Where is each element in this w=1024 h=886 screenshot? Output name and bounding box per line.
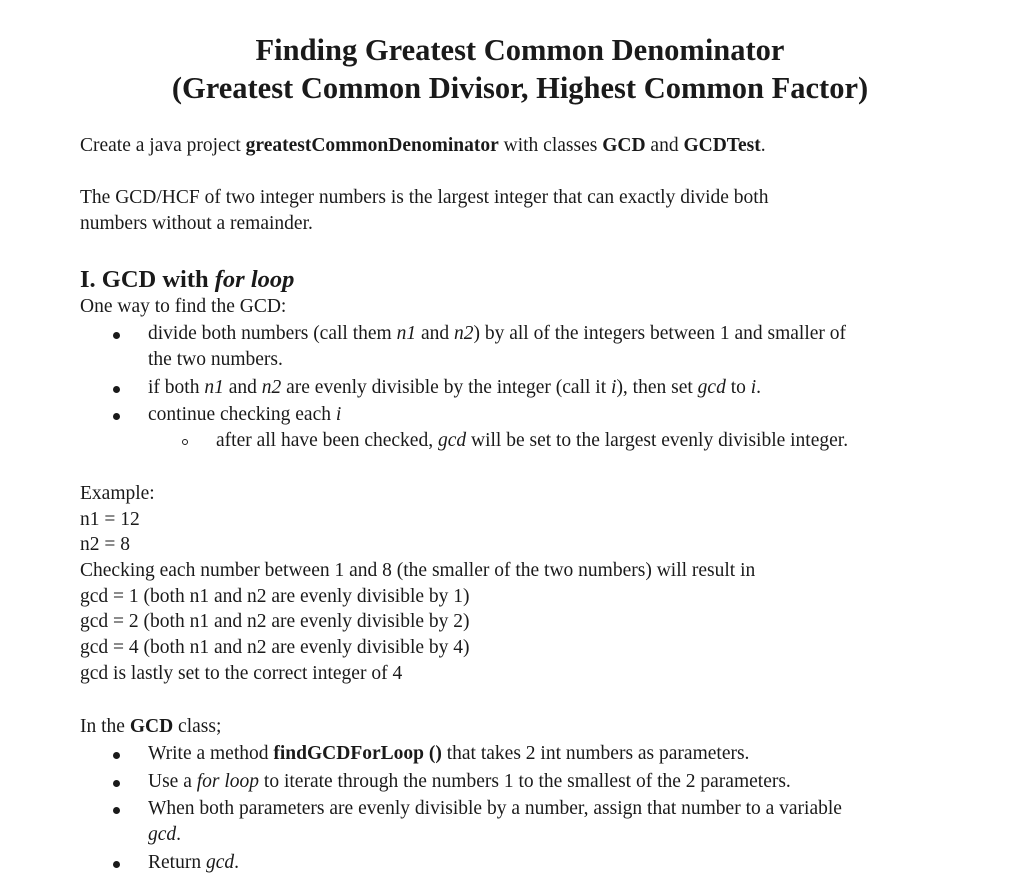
var-n2: n2 — [453, 323, 474, 344]
gcd-bullet-4 — [148, 850, 239, 876]
bullet-dot-icon — [113, 386, 120, 393]
sub-bullet-circle-icon — [182, 439, 188, 445]
var-i: i — [750, 377, 757, 398]
bullet-dot-icon — [113, 780, 120, 787]
intro-text: with classes — [498, 135, 603, 156]
bullet-dot-icon — [113, 413, 120, 420]
bullet-text: Return — [148, 852, 206, 873]
example-n1: n1 = 12 — [80, 509, 140, 530]
intro-text: . — [760, 135, 766, 156]
var-gcd: gcd — [437, 430, 467, 451]
section-heading — [80, 265, 294, 295]
example-result-1: gcd = 1 (both n1 and n2 are evenly divisible by 1) — [80, 586, 470, 607]
intro-text: and — [645, 135, 684, 156]
project-name: greatestCommonDenominator — [245, 135, 499, 156]
var-gcd: gcd — [697, 377, 726, 398]
bullet-text: are evenly divisible by the integer (call it — [281, 377, 612, 398]
class-name-gcd: GCD — [602, 135, 646, 156]
bullet-text: . — [756, 377, 762, 398]
for-loop-term: for loop — [196, 771, 260, 792]
bullet-dot-icon — [113, 752, 120, 759]
var-i: i — [611, 377, 617, 398]
intro-text: Create a java project — [80, 135, 246, 156]
intro-paragraph — [80, 133, 766, 159]
example-result-2: gcd = 2 (both n1 and n2 are evenly divisible by 2) — [80, 611, 470, 632]
bullet-text: and — [416, 323, 454, 344]
var-n1: n1 — [396, 323, 417, 344]
bullet-1-line-1 — [148, 321, 846, 347]
example-n2: n2 = 8 — [80, 534, 130, 555]
gcd-bullet-3-line-2 — [148, 822, 181, 848]
bullet-dot-icon — [113, 807, 120, 814]
bullet-1-line-2: the two numbers. — [148, 349, 283, 370]
bullet-text: . — [234, 852, 239, 873]
var-i: i — [335, 404, 342, 425]
example-conclusion: gcd is lastly set to the correct integer of 4 — [80, 663, 403, 684]
page-title-line-1: Finding Greatest Common Denominator — [255, 33, 785, 67]
section-lead: One way to find the GCD: — [80, 296, 287, 317]
method-name: findGCDForLoop () — [273, 743, 442, 764]
example-label: Example: — [80, 483, 155, 504]
bullet-dot-icon — [113, 861, 120, 868]
sub-bullet — [216, 428, 848, 454]
bullet-text: continue checking each — [148, 404, 336, 425]
gcd-bullet-2 — [148, 769, 791, 795]
bullet-text: . — [176, 824, 182, 845]
gcd-bullet-3-line-1: When both parameters are evenly divisible by a number, assign that number to a variable — [148, 798, 842, 819]
class-name-gcdtest: GCDTest — [683, 135, 761, 156]
bullet-text: after all have been checked, — [216, 430, 438, 451]
gcd-class-lead — [80, 714, 221, 740]
lead-text: In the — [80, 716, 130, 737]
bullet-text: divide both numbers (call them — [148, 323, 397, 344]
bullet-dot-icon — [113, 332, 120, 339]
section-heading-text: I. GCD with — [80, 266, 215, 293]
class-name-gcd: GCD — [129, 716, 174, 737]
bullet-2 — [148, 375, 761, 401]
gcd-bullet-1 — [148, 741, 749, 767]
bullet-3 — [148, 402, 341, 428]
bullet-text: ), then set — [616, 377, 698, 398]
bullet-text: Write a method — [148, 743, 274, 764]
var-gcd: gcd — [205, 852, 235, 873]
var-n2: n2 — [261, 377, 282, 398]
bullet-text: to — [725, 377, 751, 398]
bullet-text: Use a — [148, 771, 197, 792]
lead-text: class; — [173, 716, 222, 737]
definition-line-2: numbers without a remainder. — [80, 213, 313, 234]
section-heading-italic: for loop — [214, 266, 295, 293]
bullet-text: ) by all of the integers between 1 and smaller of — [473, 323, 847, 344]
example-result-3: gcd = 4 (both n1 and n2 are evenly divisible by 4) — [80, 637, 470, 658]
example-checking: Checking each number between 1 and 8 (the smaller of the two numbers) will result in — [80, 560, 756, 581]
var-n1: n1 — [204, 377, 224, 398]
definition-line-1: The GCD/HCF of two integer numbers is the largest integer that can exactly divide both — [80, 187, 769, 208]
page-title-line-2: (Greatest Common Divisor, Highest Common Factor) — [171, 71, 869, 105]
var-gcd: gcd — [148, 824, 177, 845]
bullet-text: will be set to the largest evenly divisible integer. — [466, 430, 849, 451]
bullet-text: to iterate through the numbers 1 to the smallest of the 2 parameters. — [259, 771, 791, 792]
bullet-text: if both — [148, 377, 205, 398]
bullet-text: that takes 2 int numbers as parameters. — [441, 743, 750, 764]
bullet-text: and — [223, 377, 262, 398]
